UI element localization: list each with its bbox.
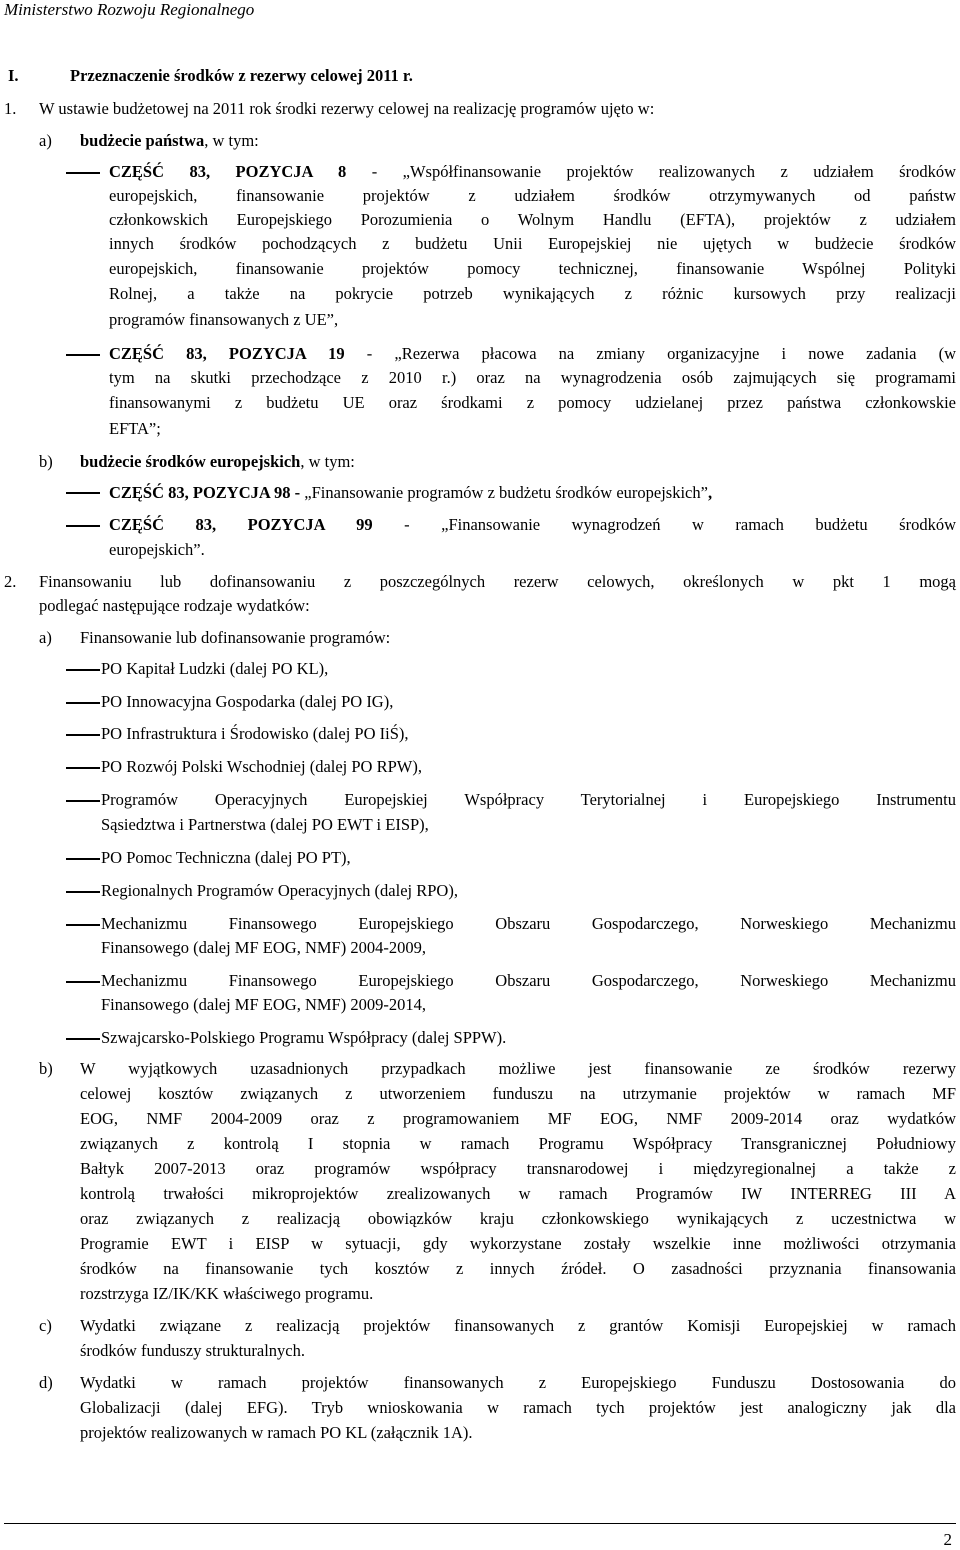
- p2-b-line4: Bałtyk 2007-2013 oraz programów współpracy transnarodowej i międzyregionalnej a także z: [80, 1159, 956, 1178]
- p2-line1: podlegać następujące rodzaje wydatków:: [39, 596, 310, 615]
- p2-b-line1: celowej kosztów związanych z utworzeniem funduszu na utrzymanie projektów w ramach MF: [80, 1084, 956, 1103]
- program-item: Mechanizmu Finansowego Europejskiego Obszaru Gospodarczego, Norweskiego Mechanizmu: [101, 914, 956, 933]
- p2-c-line1: środków funduszy strukturalnych.: [80, 1341, 306, 1360]
- p2-b-line0: W wyjątkowych uzasadnionych przypadkach możliwe jest finansowanie ze środków rezerwy: [80, 1059, 956, 1078]
- p2-b-line7: Programie EWT i EISP w sytuacji, gdy wykorzystane zostały wszelkie inne możliwości otrzymania: [80, 1234, 956, 1253]
- dash-marker: [66, 800, 100, 802]
- program-item: PO Rozwój Polski Wschodniej (dalej PO RPW),: [101, 757, 422, 776]
- program-item: PO Innowacyjna Gospodarka (dalej PO IG),: [101, 692, 394, 711]
- p1-a-item2-text1: tym na skutki przechodzące z 2010 r.) oraz na wynagrodzenia osób zajmujących się programami: [109, 368, 956, 387]
- page-number: 2: [943, 1530, 952, 1549]
- p1-a-item1-text4: europejskich, finansowanie projektów pomocy technicznej, finansowanie Wspólnej Polityki: [109, 259, 956, 278]
- p2-b-line9: rozstrzyga IZ/IK/KK właściwego programu.: [80, 1284, 374, 1303]
- p2-line0: Finansowaniu lub dofinansowaniu z poszczególnych rezerw celowych, określonych w pkt 1 mogą: [39, 572, 956, 591]
- dash-marker: [66, 858, 100, 860]
- p1-a-item2-text3: EFTA”;: [109, 419, 161, 438]
- dash-marker: [66, 1038, 100, 1040]
- p2-b-line2: EOG, NMF 2004-2009 oraz z programowaniem MF EOG, NMF 2009-2014 oraz wydatków: [80, 1109, 956, 1128]
- dash-marker: [66, 924, 100, 926]
- dash-marker: [66, 702, 100, 704]
- dash-marker: [66, 354, 100, 356]
- p1-b-item2-text: - „Finansowanie wynagrodzeń w ramach budżetu środków: [372, 515, 956, 534]
- p2-b-line6: oraz związanych z realizacją obowiązków kraju członkowskiego wynikających z uczestnictwa w: [80, 1209, 956, 1228]
- p2-a-text: Finansowanie lub dofinansowanie programów:: [80, 628, 391, 647]
- p1-a-item1-text1: europejskich, finansowanie projektów z udziałem środków otrzymywanych od państw: [109, 186, 956, 205]
- p1-a-item2-text0: - „Rezerwa płacowa na zmiany organizacyjne i nowe zadania (w: [344, 344, 957, 363]
- dash-marker: [66, 172, 100, 174]
- p2-c-line0: Wydatki związane z realizacją projektów finansowanych z grantów Komisji Europejskiej w ramach: [80, 1316, 956, 1335]
- p1-b-label: b): [39, 452, 53, 471]
- dash-marker: [66, 891, 100, 893]
- p1-a-rest: , w tym:: [204, 131, 259, 150]
- section-title: Przeznaczenie środków z rezerwy celowej 2011 r.: [70, 66, 413, 85]
- p1-a-item2-text2: finansowanymi z budżetu UE oraz środkami z pomocy udzielanej przez państwa członkowskie: [109, 393, 956, 412]
- p2-d-line1: Globalizacji (dalej EFG). Tryb wnioskowania w ramach tych projektów jest analogiczny jak dla: [80, 1398, 956, 1417]
- program-item: PO Infrastruktura i Środowisko (dalej PO IiŚ),: [101, 724, 409, 743]
- p1-a-item1-text3: innych środków pochodzących z budżetu Unii Europejskiej nie ujętych w budżecie środków: [109, 234, 956, 253]
- dash-marker: [66, 767, 100, 769]
- program-item: PO Pomoc Techniczna (dalej PO PT),: [101, 848, 351, 867]
- p2-d-line0: Wydatki w ramach projektów finansowanych z Europejskiego Funduszu Dostosowania do: [80, 1373, 956, 1392]
- program-item: Szwajcarsko-Polskiego Programu Współpracy (dalej SPPW).: [101, 1028, 507, 1047]
- p1-a-item1-text0: - „Współfinansowanie projektów realizowanych z udziałem środków: [346, 162, 956, 181]
- p2-b-line5: kontrolą trwałości mikroprojektów zrealizowanych w ramach Programów IW INTERREG III A: [80, 1184, 956, 1203]
- p1-b-bold: budżecie środków europejskich: [80, 452, 301, 471]
- p1-b-item1-head: CZĘŚĆ 83, POZYCJA 98 -: [109, 483, 301, 502]
- p2-d-label: d): [39, 1373, 53, 1392]
- program-item-cont: Finansowego (dalej MF EOG, NMF) 2004-2009,: [101, 938, 426, 957]
- p1-a-item1-text6: programów finansowanych z UE”,: [109, 310, 339, 329]
- footer-divider: [4, 1523, 956, 1524]
- p1-a-item1-text2: członkowskich Europejskiego Porozumienia o Wolnym Handlu (EFTA), projektów z udziałem: [109, 210, 956, 229]
- p1-a-label: a): [39, 131, 52, 150]
- p1-intro: W ustawie budżetowej na 2011 rok środki rezerwy celowej na realizację programów ujęto w:: [39, 99, 655, 118]
- p2-b-line3: związanych z kontrolą I stopnia w ramach Programu Współpracy Transgranicznej Południowy: [80, 1134, 956, 1153]
- p2-c-label: c): [39, 1316, 52, 1335]
- p1-number: 1.: [4, 99, 17, 118]
- program-item-cont: Finansowego (dalej MF EOG, NMF) 2009-2014,: [101, 995, 426, 1014]
- p1-b-rest: , w tym:: [300, 452, 355, 471]
- p2-d-line2: projektów realizowanych w ramach PO KL (załącznik 1A).: [80, 1423, 473, 1442]
- p2-b-line8: środków na finansowanie tych kosztów z innych źródeł. O zasadności przyznania finansowania: [80, 1259, 956, 1278]
- p1-a-bold: budżecie państwa: [80, 131, 205, 150]
- p1-b-item2-line2: europejskich”.: [109, 540, 205, 559]
- section-number: I.: [8, 66, 19, 85]
- program-item: PO Kapitał Ludzki (dalej PO KL),: [101, 659, 329, 678]
- p1-a-item1-text5: Rolnej, a także na pokrycie potrzeb wynikających z różnic kursowych przy realizacji: [109, 284, 956, 303]
- p1-b-item1-tail: ,: [707, 483, 713, 502]
- p2-a-label: a): [39, 628, 52, 647]
- dash-marker: [66, 669, 100, 671]
- program-item: Regionalnych Programów Operacyjnych (dalej RPO),: [101, 881, 458, 900]
- p2-number: 2.: [4, 572, 17, 591]
- dash-marker: [66, 734, 100, 736]
- dash-marker: [66, 981, 100, 983]
- p1-b-item2-head: CZĘŚĆ 83, POZYCJA 99: [109, 515, 373, 534]
- dash-marker: [66, 525, 100, 527]
- program-item: Mechanizmu Finansowego Europejskiego Obszaru Gospodarczego, Norweskiego Mechanizmu: [101, 971, 956, 990]
- p2-b-label: b): [39, 1059, 53, 1078]
- p1-b-item1-text: „Finansowanie programów z budżetu środków europejskich”: [300, 483, 708, 502]
- p1-a-item2-head: CZĘŚĆ 83, POZYCJA 19: [109, 344, 345, 363]
- header-ministry: Ministerstwo Rozwoju Regionalnego: [4, 0, 255, 19]
- p1-a-heading: [80, 129, 259, 153]
- p1-a-item1-head: CZĘŚĆ 83, POZYCJA 8: [109, 162, 347, 181]
- program-item: Programów Operacyjnych Europejskiej Współpracy Terytorialnej i Europejskiego Instrumentu: [101, 790, 956, 809]
- program-item-cont: Sąsiedztwa i Partnerstwa (dalej PO EWT i EISP),: [101, 815, 429, 834]
- dash-marker: [66, 492, 100, 494]
